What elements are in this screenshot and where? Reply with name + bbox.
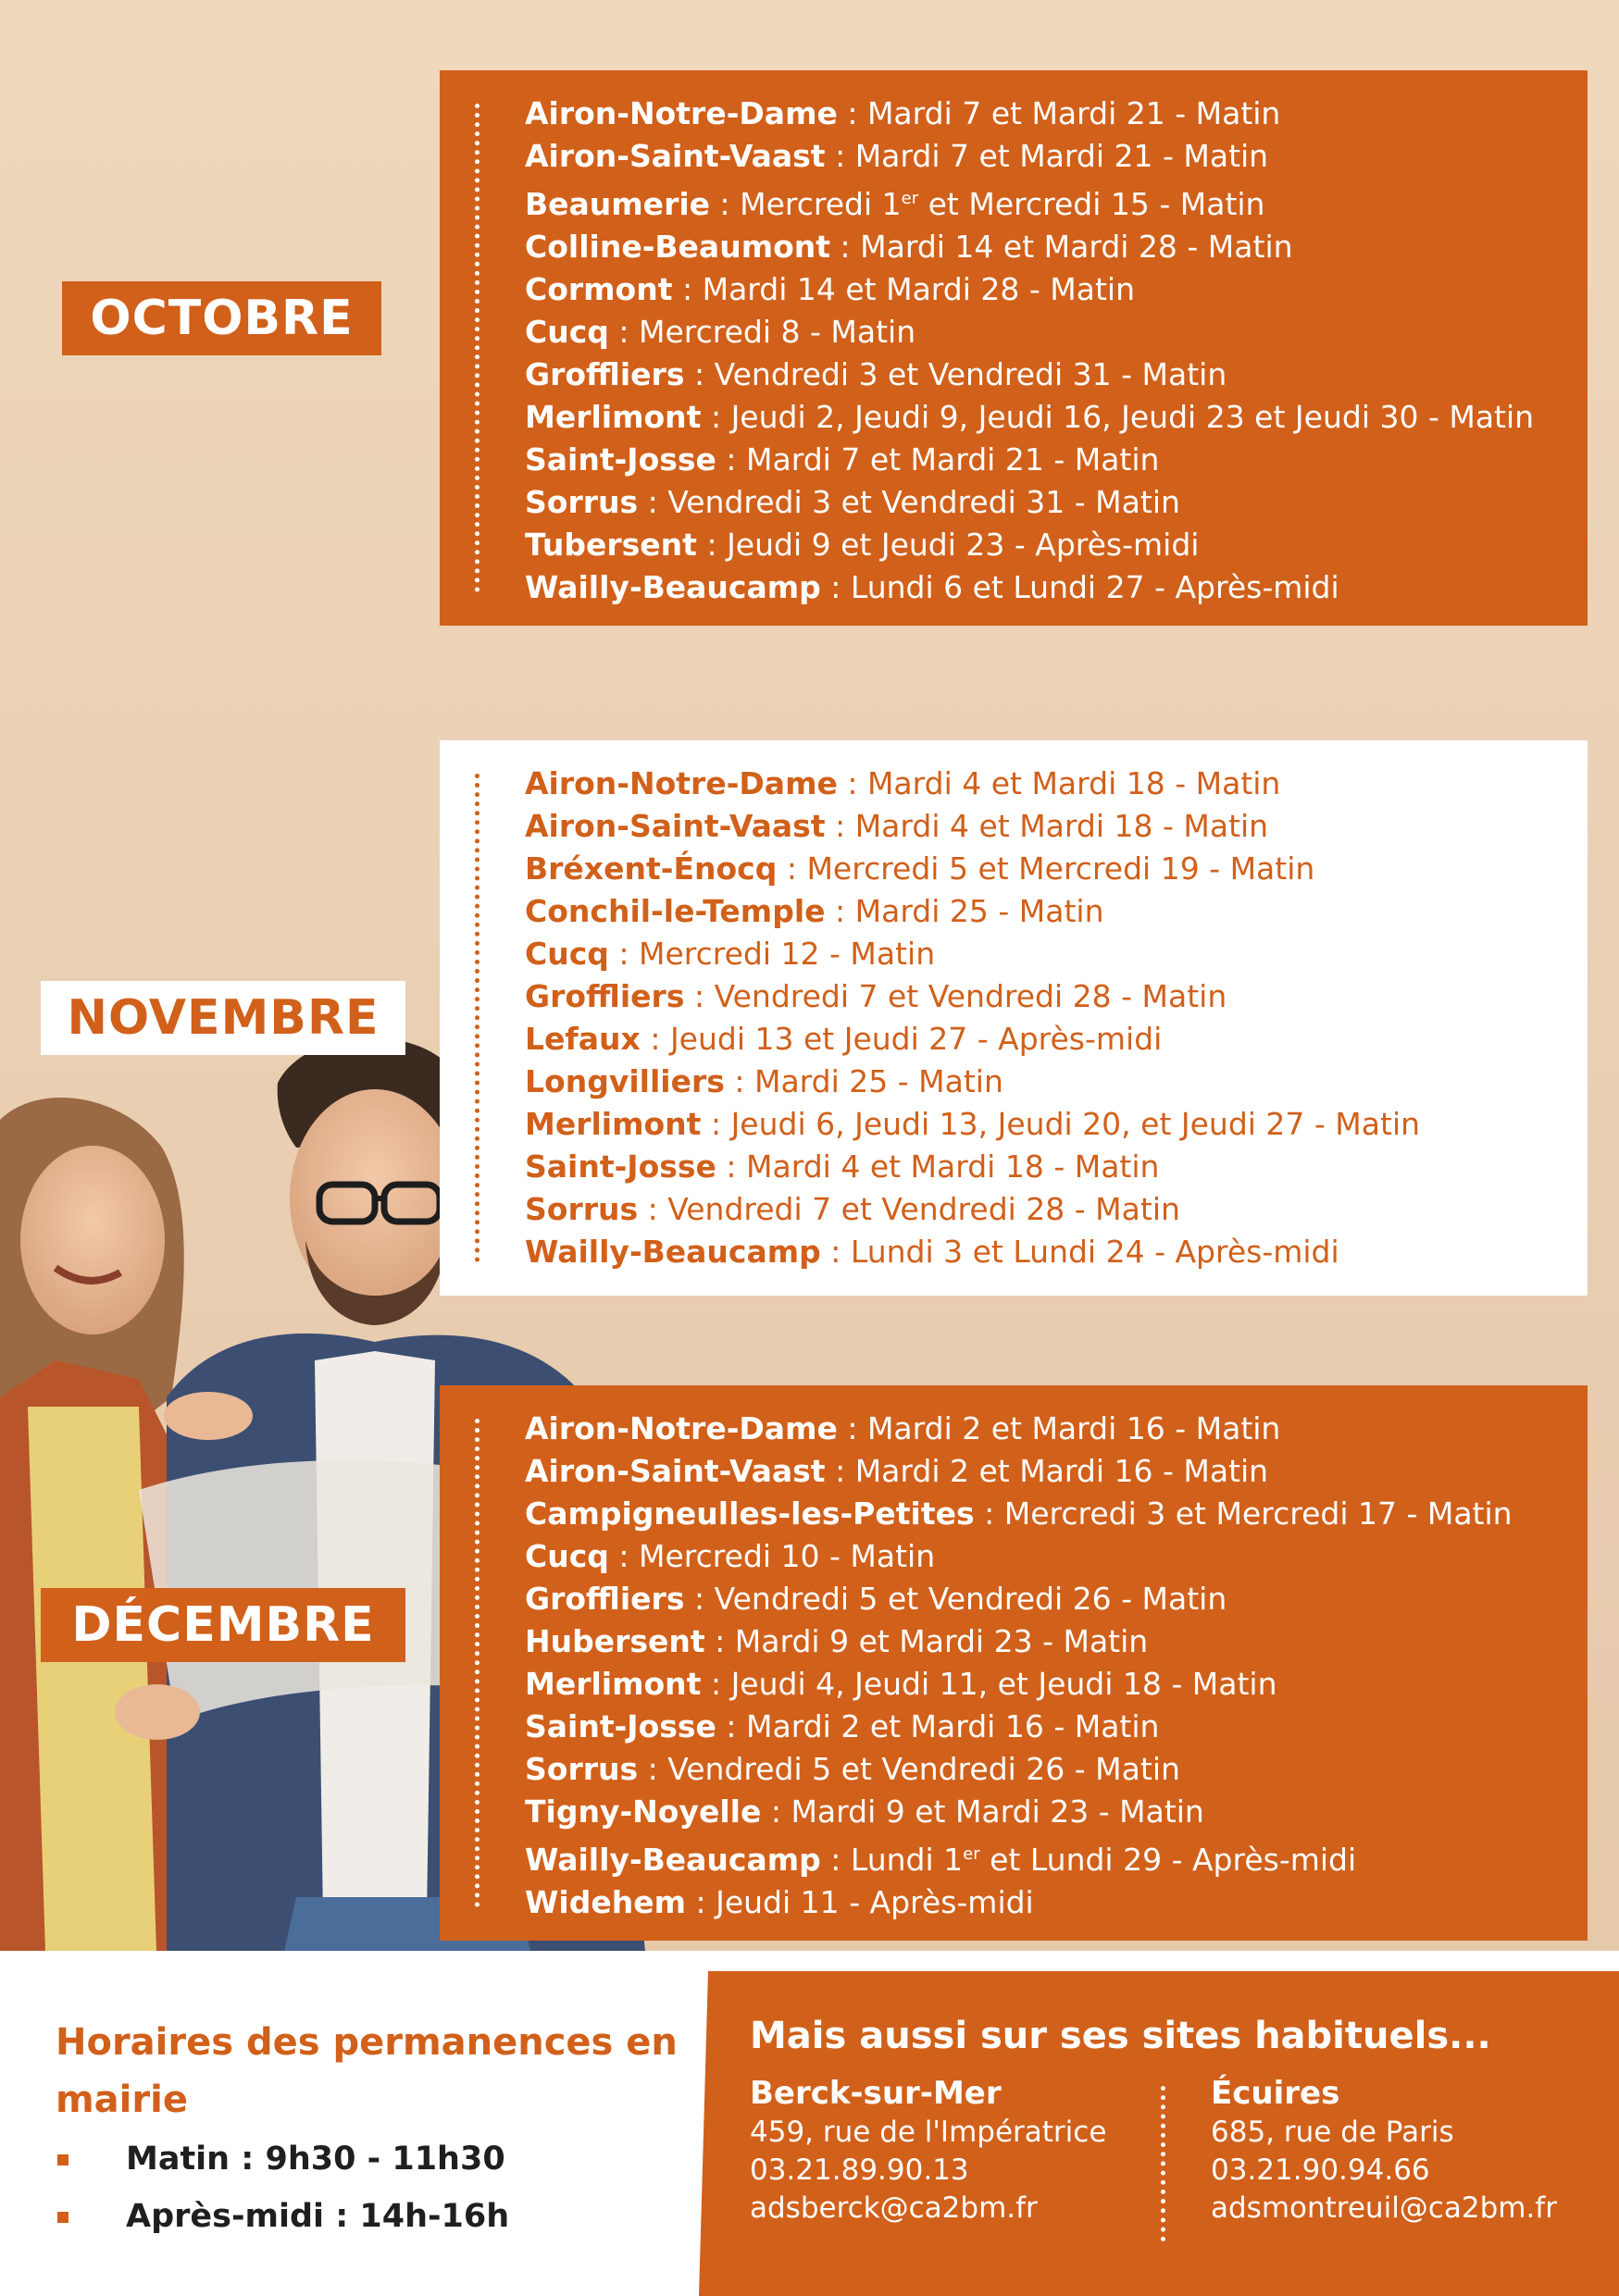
site-email[interactable]: adsberck@ca2bm.fr xyxy=(750,2191,1038,2225)
schedule-entry: Bréxent-Énocq : Mercredi 5 et Mercredi 19 - Matin xyxy=(525,850,1315,887)
schedule-entry: Saint-Josse : Mardi 4 et Mardi 18 - Matin xyxy=(525,1148,1160,1185)
hours-title: Horaires des permanences en mairie xyxy=(56,2021,678,2121)
schedule-entry: Widehem : Jeudi 11 - Après-midi xyxy=(525,1884,1034,1920)
schedule-entry: Groffliers : Vendredi 3 et Vendredi 31 - Matin xyxy=(525,356,1227,392)
square-bullet-icon xyxy=(57,2154,68,2166)
schedule-list xyxy=(525,93,1534,609)
schedule-entry: Cucq : Mercredi 12 - Matin xyxy=(525,936,936,972)
schedule-entry: Sorrus : Vendredi 7 et Vendredi 28 - Matin xyxy=(525,1191,1180,1227)
hours-item: Matin : 9h30 - 11h30 xyxy=(56,2130,509,2188)
schedule-entry: Campigneulles-les-Petites : Mercredi 3 et Mercredi 17 - Matin xyxy=(525,1496,1513,1532)
schedule-entry: Airon-Saint-Vaast : Mardi 4 et Mardi 18 - Matin xyxy=(525,808,1269,844)
dotted-divider xyxy=(475,774,479,1262)
schedule-entry: Saint-Josse : Mardi 7 et Mardi 21 - Matin xyxy=(525,441,1160,478)
schedule-entry: Longvilliers : Mardi 25 - Matin xyxy=(525,1063,1003,1099)
schedule-entry: Airon-Saint-Vaast : Mardi 2 et Mardi 16 - Matin xyxy=(525,1453,1269,1489)
hours-list xyxy=(56,2130,509,2245)
schedule-entry: Lefaux : Jeudi 13 et Jeudi 27 - Après-midi xyxy=(525,1021,1163,1057)
schedule-entry: Airon-Notre-Dame : Mardi 4 et Mardi 18 - Matin xyxy=(525,765,1281,801)
schedule-list xyxy=(525,763,1420,1273)
site-berck xyxy=(750,2073,1106,2228)
site-ecuires xyxy=(1211,2073,1557,2228)
schedule-entry: Conchil-le-Temple : Mardi 25 - Matin xyxy=(525,893,1104,929)
dotted-divider xyxy=(475,1419,479,1907)
schedule-entry: Wailly-Beaucamp : Lundi 3 et Lundi 24 - Après-midi xyxy=(525,1234,1339,1270)
schedule-entry: Groffliers : Vendredi 5 et Vendredi 26 - Matin xyxy=(525,1581,1227,1617)
schedule-entry: Sorrus : Vendredi 5 et Vendredi 26 - Matin xyxy=(525,1751,1180,1787)
schedule-entry: Wailly-Beaucamp : Lundi 1er et Lundi 29 - Après-midi xyxy=(525,1842,1357,1878)
hours-item: Après-midi : 14h-16h xyxy=(56,2188,509,2245)
schedule-entry: Airon-Notre-Dame : Mardi 2 et Mardi 16 - Matin xyxy=(525,1410,1281,1446)
schedule-entry: Merlimont : Jeudi 6, Jeudi 13, Jeudi 20, et Jeudi 27 - Matin xyxy=(525,1106,1421,1142)
schedule-panel-novembre xyxy=(440,740,1588,1296)
month-title: OCTOBRE xyxy=(90,291,354,346)
schedule-entry: Tubersent : Jeudi 9 et Jeudi 23 - Après-midi xyxy=(525,527,1200,563)
month-title: NOVEMBRE xyxy=(67,990,380,1046)
schedule-entry: Groffliers : Vendredi 7 et Vendredi 28 - Matin xyxy=(525,978,1227,1014)
schedule-entry: Merlimont : Jeudi 4, Jeudi 11, et Jeudi 18 - Matin xyxy=(525,1666,1277,1702)
square-bullet-icon xyxy=(57,2212,68,2223)
dotted-divider xyxy=(475,104,479,592)
schedule-entry: Cormont : Mardi 14 et Mardi 28 - Matin xyxy=(525,271,1135,307)
dotted-divider xyxy=(1161,2086,1165,2241)
site-phone[interactable]: 03.21.89.90.13 xyxy=(750,2153,969,2187)
schedule-entry: Beaumerie : Mercredi 1er et Mercredi 15 - Matin xyxy=(525,186,1265,222)
schedule-entry: Hubersent : Mardi 9 et Mardi 23 - Matin xyxy=(525,1623,1149,1659)
sites-title: Mais aussi sur ses sites habituels... xyxy=(750,2015,1491,2057)
month-label-decembre xyxy=(41,1588,405,1662)
schedule-entry: Airon-Notre-Dame : Mardi 7 et Mardi 21 - Matin xyxy=(525,95,1281,131)
month-title: DÉCEMBRE xyxy=(71,1597,375,1653)
schedule-entry: Cucq : Mercredi 8 - Matin xyxy=(525,314,916,350)
schedule-entry: Wailly-Beaucamp : Lundi 6 et Lundi 27 - Après-midi xyxy=(525,569,1339,605)
schedule-entry: Cucq : Mercredi 10 - Matin xyxy=(525,1538,936,1574)
month-label-novembre xyxy=(41,981,405,1055)
month-label-octobre xyxy=(62,281,381,355)
site-phone[interactable]: 03.21.90.94.66 xyxy=(1211,2153,1430,2187)
schedule-entry: Sorrus : Vendredi 3 et Vendredi 31 - Matin xyxy=(525,484,1180,520)
site-address: 459, rue de l'Impératrice xyxy=(750,2116,1107,2149)
schedule-entry: Tigny-Noyelle : Mardi 9 et Mardi 23 - Matin xyxy=(525,1793,1204,1830)
site-address: 685, rue de Paris xyxy=(1211,2116,1454,2149)
schedule-panel-octobre xyxy=(440,70,1588,626)
schedule-list xyxy=(525,1408,1513,1924)
schedule-panel-decembre xyxy=(440,1385,1588,1941)
site-email[interactable]: adsmontreuil@ca2bm.fr xyxy=(1211,2191,1557,2225)
schedule-entry: Merlimont : Jeudi 2, Jeudi 9, Jeudi 16, Jeudi 23 et Jeudi 30 - Matin xyxy=(525,399,1535,435)
site-name: Écuires xyxy=(1211,2075,1340,2112)
schedule-entry: Colline-Beaumont : Mardi 14 et Mardi 28 - Matin xyxy=(525,229,1293,265)
schedule-entry: Airon-Saint-Vaast : Mardi 7 et Mardi 21 - Matin xyxy=(525,138,1269,174)
schedule-entry: Saint-Josse : Mardi 2 et Mardi 16 - Matin xyxy=(525,1708,1160,1744)
site-name: Berck-sur-Mer xyxy=(750,2075,1002,2112)
